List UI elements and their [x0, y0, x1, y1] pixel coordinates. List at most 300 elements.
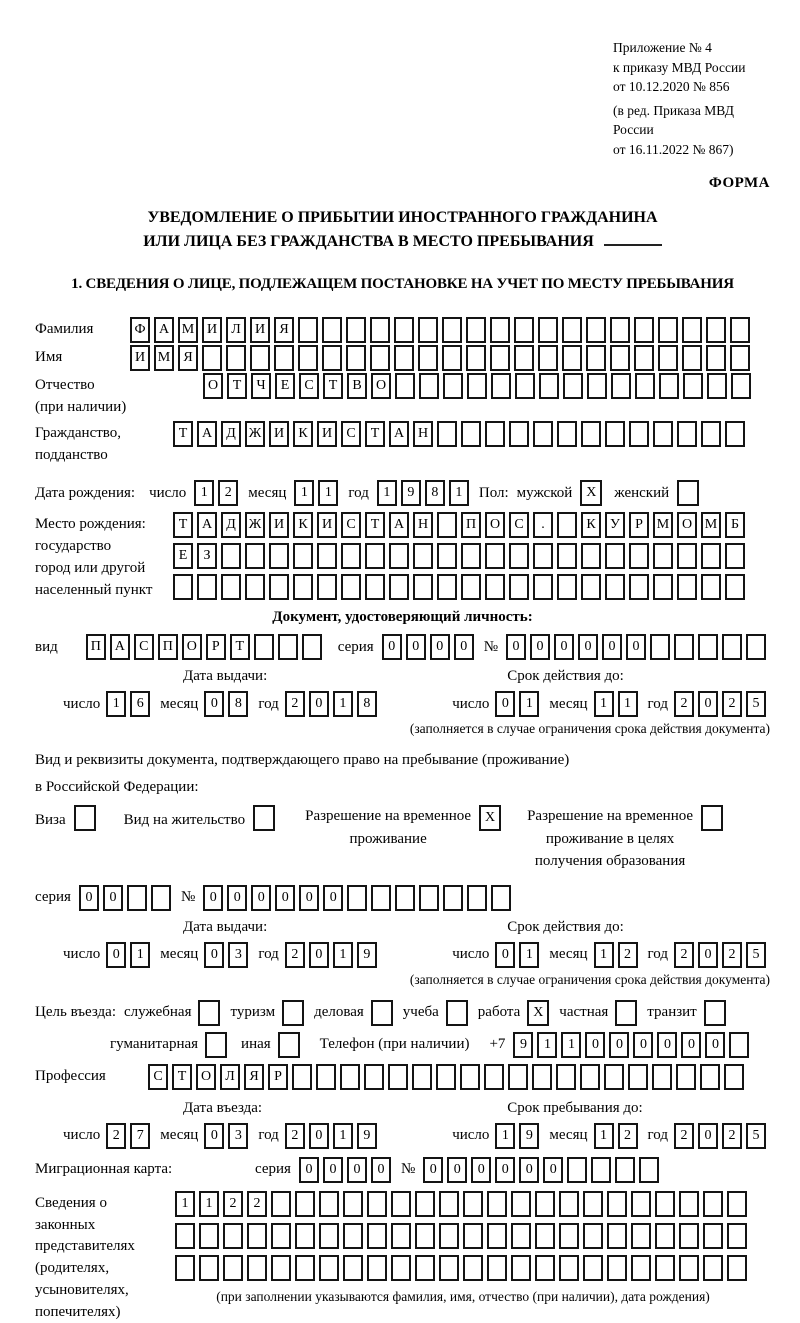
char-cell[interactable]: А — [110, 634, 130, 660]
char-cell[interactable]: М — [154, 345, 174, 371]
char-cell[interactable] — [466, 345, 486, 371]
char-cell[interactable]: П — [86, 634, 106, 660]
char-cell[interactable] — [674, 634, 694, 660]
char-cell[interactable]: 0 — [309, 691, 329, 717]
char-cell[interactable] — [127, 885, 147, 911]
char-cell[interactable] — [247, 1223, 267, 1249]
char-cell[interactable] — [727, 1191, 747, 1217]
char-cell[interactable]: 1 — [449, 480, 469, 506]
char-cell[interactable] — [247, 1255, 267, 1281]
char-cell[interactable] — [271, 1191, 291, 1217]
char-cell[interactable]: 2 — [106, 1123, 126, 1149]
char-cell[interactable] — [509, 421, 529, 447]
char-cell[interactable]: Ф — [130, 317, 150, 343]
char-cell[interactable]: 0 — [251, 885, 271, 911]
char-cell[interactable] — [631, 1255, 651, 1281]
char-cell[interactable]: 5 — [746, 1123, 766, 1149]
char-cell[interactable]: 0 — [626, 634, 646, 660]
char-cell[interactable]: 1 — [333, 1123, 353, 1149]
char-cell[interactable] — [556, 1064, 576, 1090]
char-cell[interactable]: 0 — [204, 1123, 224, 1149]
checkbox-temporary-residence-education[interactable] — [701, 805, 723, 831]
char-cell[interactable] — [341, 543, 361, 569]
char-cell[interactable] — [746, 634, 766, 660]
char-cell[interactable]: 0 — [495, 1157, 515, 1183]
char-cell[interactable] — [269, 574, 289, 600]
char-cell[interactable] — [701, 543, 721, 569]
char-cell[interactable] — [591, 1157, 611, 1183]
char-cell[interactable]: 0 — [471, 1157, 491, 1183]
char-cell[interactable] — [199, 1223, 219, 1249]
char-cell[interactable] — [367, 1255, 387, 1281]
char-cell[interactable] — [419, 373, 439, 399]
char-cell[interactable]: 0 — [506, 634, 526, 660]
char-cell[interactable]: 0 — [681, 1032, 701, 1058]
char-cell[interactable]: 0 — [519, 1157, 539, 1183]
char-cell[interactable]: И — [317, 512, 337, 538]
char-cell[interactable]: 2 — [618, 1123, 638, 1149]
char-cell[interactable]: 1 — [594, 1123, 614, 1149]
char-cell[interactable] — [298, 345, 318, 371]
char-cell[interactable] — [437, 574, 457, 600]
char-cell[interactable]: 0 — [347, 1157, 367, 1183]
char-cell[interactable]: 0 — [423, 1157, 443, 1183]
char-cell[interactable] — [346, 345, 366, 371]
char-cell[interactable] — [515, 373, 535, 399]
char-cell[interactable] — [245, 543, 265, 569]
char-cell[interactable] — [487, 1255, 507, 1281]
char-cell[interactable]: 0 — [430, 634, 450, 660]
char-cell[interactable] — [388, 1064, 408, 1090]
char-cell[interactable] — [676, 1064, 696, 1090]
char-cell[interactable]: С — [299, 373, 319, 399]
char-cell[interactable]: 0 — [227, 885, 247, 911]
char-cell[interactable]: А — [154, 317, 174, 343]
char-cell[interactable] — [437, 421, 457, 447]
char-cell[interactable] — [367, 1223, 387, 1249]
char-cell[interactable]: Б — [725, 512, 745, 538]
char-cell[interactable] — [611, 373, 631, 399]
checkbox-work[interactable]: X — [527, 1000, 549, 1026]
char-cell[interactable]: 2 — [285, 1123, 305, 1149]
char-cell[interactable] — [610, 317, 630, 343]
char-cell[interactable]: И — [130, 345, 150, 371]
char-cell[interactable]: 1 — [377, 480, 397, 506]
char-cell[interactable] — [365, 574, 385, 600]
char-cell[interactable] — [442, 317, 462, 343]
char-cell[interactable] — [511, 1223, 531, 1249]
char-cell[interactable]: 5 — [746, 942, 766, 968]
char-cell[interactable]: М — [701, 512, 721, 538]
char-cell[interactable] — [461, 421, 481, 447]
char-cell[interactable]: В — [347, 373, 367, 399]
char-cell[interactable] — [274, 345, 294, 371]
char-cell[interactable]: 1 — [175, 1191, 195, 1217]
char-cell[interactable] — [563, 373, 583, 399]
char-cell[interactable] — [367, 1191, 387, 1217]
char-cell[interactable]: Р — [268, 1064, 288, 1090]
char-cell[interactable] — [559, 1223, 579, 1249]
char-cell[interactable] — [557, 543, 577, 569]
char-cell[interactable] — [532, 1064, 552, 1090]
char-cell[interactable]: М — [653, 512, 673, 538]
char-cell[interactable] — [292, 1064, 312, 1090]
char-cell[interactable]: 2 — [722, 1123, 742, 1149]
char-cell[interactable] — [706, 317, 726, 343]
char-cell[interactable] — [395, 373, 415, 399]
char-cell[interactable]: 9 — [513, 1032, 533, 1058]
char-cell[interactable] — [539, 373, 559, 399]
char-cell[interactable] — [346, 317, 366, 343]
char-cell[interactable] — [567, 1157, 587, 1183]
char-cell[interactable]: 0 — [406, 634, 426, 660]
char-cell[interactable] — [562, 345, 582, 371]
char-cell[interactable] — [700, 1064, 720, 1090]
char-cell[interactable]: К — [293, 512, 313, 538]
char-cell[interactable] — [659, 373, 679, 399]
char-cell[interactable] — [679, 1255, 699, 1281]
char-cell[interactable]: И — [202, 317, 222, 343]
char-cell[interactable] — [701, 574, 721, 600]
char-cell[interactable]: 1 — [106, 691, 126, 717]
char-cell[interactable] — [221, 543, 241, 569]
char-cell[interactable]: 0 — [447, 1157, 467, 1183]
char-cell[interactable] — [605, 421, 625, 447]
char-cell[interactable] — [679, 1191, 699, 1217]
char-cell[interactable]: У — [605, 512, 625, 538]
char-cell[interactable] — [583, 1223, 603, 1249]
char-cell[interactable] — [439, 1191, 459, 1217]
char-cell[interactable] — [175, 1255, 195, 1281]
char-cell[interactable] — [581, 543, 601, 569]
checkbox-visa[interactable] — [74, 805, 96, 831]
char-cell[interactable]: Т — [227, 373, 247, 399]
char-cell[interactable]: О — [677, 512, 697, 538]
char-cell[interactable] — [437, 512, 457, 538]
char-cell[interactable]: 0 — [698, 691, 718, 717]
char-cell[interactable]: 3 — [228, 942, 248, 968]
char-cell[interactable] — [586, 317, 606, 343]
char-cell[interactable] — [658, 317, 678, 343]
char-cell[interactable]: 6 — [130, 691, 150, 717]
char-cell[interactable] — [412, 1064, 432, 1090]
char-cell[interactable] — [607, 1191, 627, 1217]
char-cell[interactable] — [725, 574, 745, 600]
char-cell[interactable] — [559, 1255, 579, 1281]
char-cell[interactable]: 9 — [357, 942, 377, 968]
char-cell[interactable] — [293, 543, 313, 569]
char-cell[interactable]: 2 — [285, 691, 305, 717]
checkbox-female[interactable] — [677, 480, 699, 506]
char-cell[interactable]: 9 — [357, 1123, 377, 1149]
char-cell[interactable]: А — [389, 421, 409, 447]
char-cell[interactable] — [461, 543, 481, 569]
char-cell[interactable]: Л — [226, 317, 246, 343]
char-cell[interactable]: А — [389, 512, 409, 538]
char-cell[interactable] — [729, 1032, 749, 1058]
char-cell[interactable] — [415, 1223, 435, 1249]
char-cell[interactable]: Т — [172, 1064, 192, 1090]
char-cell[interactable]: 9 — [401, 480, 421, 506]
char-cell[interactable] — [293, 574, 313, 600]
char-cell[interactable]: С — [341, 512, 361, 538]
char-cell[interactable] — [466, 317, 486, 343]
char-cell[interactable]: 8 — [228, 691, 248, 717]
char-cell[interactable]: Т — [323, 373, 343, 399]
char-cell[interactable]: 0 — [454, 634, 474, 660]
char-cell[interactable] — [278, 634, 298, 660]
char-cell[interactable] — [538, 317, 558, 343]
char-cell[interactable] — [442, 345, 462, 371]
char-cell[interactable]: 0 — [323, 1157, 343, 1183]
char-cell[interactable] — [629, 543, 649, 569]
char-cell[interactable]: 0 — [204, 942, 224, 968]
char-cell[interactable] — [319, 1223, 339, 1249]
char-cell[interactable] — [703, 1191, 723, 1217]
char-cell[interactable] — [484, 1064, 504, 1090]
char-cell[interactable]: 2 — [674, 942, 694, 968]
char-cell[interactable] — [727, 1223, 747, 1249]
char-cell[interactable] — [415, 1255, 435, 1281]
char-cell[interactable] — [587, 373, 607, 399]
char-cell[interactable] — [461, 574, 481, 600]
char-cell[interactable]: 1 — [194, 480, 214, 506]
char-cell[interactable] — [533, 574, 553, 600]
char-cell[interactable] — [706, 345, 726, 371]
char-cell[interactable]: 2 — [247, 1191, 267, 1217]
char-cell[interactable] — [653, 543, 673, 569]
char-cell[interactable]: Д — [221, 421, 241, 447]
char-cell[interactable] — [653, 421, 673, 447]
char-cell[interactable] — [631, 1191, 651, 1217]
char-cell[interactable]: О — [485, 512, 505, 538]
char-cell[interactable]: О — [196, 1064, 216, 1090]
char-cell[interactable]: 1 — [333, 691, 353, 717]
char-cell[interactable] — [634, 345, 654, 371]
checkbox-temporary-residence[interactable]: X — [479, 805, 501, 831]
char-cell[interactable] — [605, 543, 625, 569]
char-cell[interactable] — [419, 885, 439, 911]
char-cell[interactable]: 0 — [698, 942, 718, 968]
char-cell[interactable] — [485, 574, 505, 600]
char-cell[interactable] — [677, 421, 697, 447]
char-cell[interactable]: 0 — [633, 1032, 653, 1058]
char-cell[interactable] — [491, 373, 511, 399]
char-cell[interactable] — [317, 543, 337, 569]
char-cell[interactable]: 0 — [602, 634, 622, 660]
char-cell[interactable] — [413, 574, 433, 600]
char-cell[interactable] — [254, 634, 274, 660]
char-cell[interactable] — [437, 543, 457, 569]
char-cell[interactable] — [508, 1064, 528, 1090]
char-cell[interactable] — [635, 373, 655, 399]
char-cell[interactable]: 2 — [218, 480, 238, 506]
char-cell[interactable] — [365, 543, 385, 569]
char-cell[interactable] — [628, 1064, 648, 1090]
char-cell[interactable]: Ж — [245, 512, 265, 538]
char-cell[interactable] — [509, 543, 529, 569]
char-cell[interactable] — [703, 1223, 723, 1249]
char-cell[interactable]: Д — [221, 512, 241, 538]
char-cell[interactable]: 0 — [530, 634, 550, 660]
char-cell[interactable] — [199, 1255, 219, 1281]
char-cell[interactable]: 0 — [299, 1157, 319, 1183]
char-cell[interactable] — [223, 1223, 243, 1249]
char-cell[interactable]: 3 — [228, 1123, 248, 1149]
char-cell[interactable]: Е — [173, 543, 193, 569]
char-cell[interactable] — [319, 1191, 339, 1217]
char-cell[interactable] — [395, 885, 415, 911]
char-cell[interactable] — [615, 1157, 635, 1183]
char-cell[interactable] — [316, 1064, 336, 1090]
char-cell[interactable]: Т — [173, 512, 193, 538]
char-cell[interactable] — [557, 512, 577, 538]
char-cell[interactable] — [535, 1223, 555, 1249]
char-cell[interactable] — [298, 317, 318, 343]
char-cell[interactable]: 0 — [203, 885, 223, 911]
char-cell[interactable]: 0 — [106, 942, 126, 968]
char-cell[interactable]: 0 — [275, 885, 295, 911]
char-cell[interactable]: О — [203, 373, 223, 399]
char-cell[interactable]: П — [158, 634, 178, 660]
char-cell[interactable] — [583, 1255, 603, 1281]
char-cell[interactable] — [343, 1223, 363, 1249]
char-cell[interactable]: 1 — [519, 691, 539, 717]
char-cell[interactable] — [631, 1223, 651, 1249]
char-cell[interactable] — [394, 345, 414, 371]
char-cell[interactable] — [271, 1255, 291, 1281]
char-cell[interactable] — [731, 373, 751, 399]
char-cell[interactable]: И — [250, 317, 270, 343]
checkbox-transit[interactable] — [704, 1000, 726, 1026]
char-cell[interactable] — [295, 1191, 315, 1217]
char-cell[interactable] — [436, 1064, 456, 1090]
char-cell[interactable] — [322, 317, 342, 343]
char-cell[interactable] — [443, 373, 463, 399]
char-cell[interactable]: С — [341, 421, 361, 447]
checkbox-male[interactable]: X — [580, 480, 602, 506]
char-cell[interactable]: 2 — [674, 1123, 694, 1149]
char-cell[interactable] — [679, 1223, 699, 1249]
char-cell[interactable]: Т — [230, 634, 250, 660]
char-cell[interactable]: Я — [178, 345, 198, 371]
char-cell[interactable] — [173, 574, 193, 600]
char-cell[interactable] — [727, 1255, 747, 1281]
char-cell[interactable]: 0 — [698, 1123, 718, 1149]
char-cell[interactable]: 0 — [323, 885, 343, 911]
char-cell[interactable] — [730, 317, 750, 343]
checkbox-other[interactable] — [278, 1032, 300, 1058]
char-cell[interactable]: Н — [413, 512, 433, 538]
char-cell[interactable]: 8 — [357, 691, 377, 717]
char-cell[interactable] — [682, 345, 702, 371]
char-cell[interactable] — [538, 345, 558, 371]
char-cell[interactable]: 2 — [722, 942, 742, 968]
char-cell[interactable] — [535, 1191, 555, 1217]
char-cell[interactable] — [370, 345, 390, 371]
char-cell[interactable] — [533, 543, 553, 569]
char-cell[interactable] — [322, 345, 342, 371]
char-cell[interactable]: А — [197, 512, 217, 538]
char-cell[interactable]: 2 — [674, 691, 694, 717]
char-cell[interactable]: Т — [173, 421, 193, 447]
checkbox-study[interactable] — [446, 1000, 468, 1026]
char-cell[interactable] — [370, 317, 390, 343]
char-cell[interactable] — [509, 574, 529, 600]
char-cell[interactable] — [391, 1223, 411, 1249]
char-cell[interactable]: 0 — [543, 1157, 563, 1183]
char-cell[interactable] — [418, 345, 438, 371]
char-cell[interactable] — [677, 574, 697, 600]
char-cell[interactable]: Л — [220, 1064, 240, 1090]
char-cell[interactable]: 2 — [285, 942, 305, 968]
char-cell[interactable]: 0 — [657, 1032, 677, 1058]
char-cell[interactable]: О — [182, 634, 202, 660]
char-cell[interactable] — [650, 634, 670, 660]
char-cell[interactable] — [655, 1255, 675, 1281]
char-cell[interactable] — [730, 345, 750, 371]
char-cell[interactable] — [683, 373, 703, 399]
char-cell[interactable] — [562, 317, 582, 343]
char-cell[interactable] — [607, 1223, 627, 1249]
char-cell[interactable]: И — [269, 421, 289, 447]
char-cell[interactable] — [418, 317, 438, 343]
char-cell[interactable] — [485, 543, 505, 569]
char-cell[interactable]: О — [371, 373, 391, 399]
char-cell[interactable]: 0 — [299, 885, 319, 911]
char-cell[interactable] — [652, 1064, 672, 1090]
char-cell[interactable]: К — [581, 512, 601, 538]
char-cell[interactable] — [581, 421, 601, 447]
char-cell[interactable]: 0 — [79, 885, 99, 911]
char-cell[interactable] — [655, 1191, 675, 1217]
char-cell[interactable]: И — [317, 421, 337, 447]
char-cell[interactable] — [535, 1255, 555, 1281]
char-cell[interactable] — [724, 1064, 744, 1090]
char-cell[interactable]: П — [461, 512, 481, 538]
char-cell[interactable] — [202, 345, 222, 371]
char-cell[interactable] — [391, 1255, 411, 1281]
char-cell[interactable]: Н — [413, 421, 433, 447]
char-cell[interactable] — [317, 574, 337, 600]
char-cell[interactable] — [487, 1191, 507, 1217]
char-cell[interactable] — [175, 1223, 195, 1249]
char-cell[interactable] — [490, 345, 510, 371]
char-cell[interactable]: 1 — [537, 1032, 557, 1058]
char-cell[interactable] — [364, 1064, 384, 1090]
char-cell[interactable]: 1 — [561, 1032, 581, 1058]
char-cell[interactable] — [511, 1191, 531, 1217]
char-cell[interactable]: 1 — [495, 1123, 515, 1149]
char-cell[interactable] — [319, 1255, 339, 1281]
char-cell[interactable]: 1 — [333, 942, 353, 968]
char-cell[interactable] — [703, 1255, 723, 1281]
char-cell[interactable] — [391, 1191, 411, 1217]
char-cell[interactable] — [460, 1064, 480, 1090]
char-cell[interactable] — [269, 543, 289, 569]
char-cell[interactable] — [389, 543, 409, 569]
char-cell[interactable]: Р — [629, 512, 649, 538]
char-cell[interactable] — [389, 574, 409, 600]
char-cell[interactable]: 0 — [371, 1157, 391, 1183]
char-cell[interactable] — [295, 1255, 315, 1281]
char-cell[interactable]: Т — [365, 421, 385, 447]
char-cell[interactable]: 2 — [722, 691, 742, 717]
char-cell[interactable] — [371, 885, 391, 911]
char-cell[interactable] — [586, 345, 606, 371]
char-cell[interactable]: 0 — [495, 942, 515, 968]
char-cell[interactable]: Я — [244, 1064, 264, 1090]
